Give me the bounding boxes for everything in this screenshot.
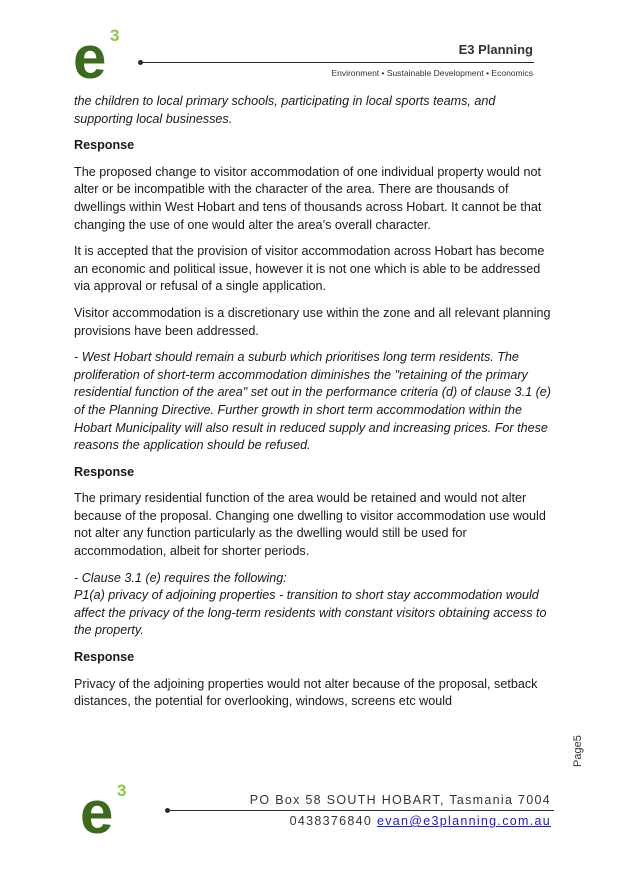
- logo-superscript: 3: [117, 781, 127, 800]
- quoted-objection: [74, 570, 554, 640]
- paragraph: Privacy of the adjoining properties would not alter because of the proposal, setback distances, the potential for overlooking, windows, screens etc would: [74, 676, 538, 709]
- paragraph: The proposed change to visitor accommodation of one individual property would not alter or be incompatible with the character of the area. There are thousands of dwellings within West Hobart and tens of thousands across Hobart. It cannot be that changing the use of one would alter the area’s overall character.: [74, 164, 542, 232]
- section-heading: Response: [74, 138, 135, 153]
- footer-address: PO Box 58 SOUTH HOBART, Tasmania 7004: [249, 793, 551, 807]
- e3-logo-footer: [80, 779, 127, 846]
- brand-name: E3 Planning: [458, 42, 533, 57]
- quote-line: - Clause 3.1 (e) requires the following:: [74, 570, 287, 585]
- paragraph: Visitor accommodation is a discretionary use within the zone and all relevant planning provisions have been addressed.: [74, 305, 551, 338]
- header-rule: [140, 62, 534, 63]
- quote-line: P1(a) privacy of adjoining properties - transition to short stay accommodation would affect the privacy of the long-term residents with constant visitors obtaining access to the property.: [74, 588, 547, 638]
- footer-rule: [167, 810, 554, 811]
- footer-email-link[interactable]: evan@e3planning.com.au: [376, 814, 551, 828]
- paragraph: It is accepted that the provision of visitor accommodation across Hobart has become an economic and political issue, however it is not one which is able to be addressed via approval or refusal of a single application.: [74, 244, 545, 294]
- paragraph: the children to local primary schools, participating in local sports teams, and supporting local businesses.: [74, 94, 496, 126]
- logo-letter: e: [73, 24, 105, 91]
- paragraph: The primary residential function of the area would be retained and would not alter because of the proposal. Changing one dwelling to visitor accommodation use would not alter any function particularly as the dwelling would still be used for accommodation, albeit for shorter periods.: [74, 491, 546, 559]
- quoted-objection: - West Hobart should remain a suburb which prioritises long term residents. The proliferation of short-term accommodation diminishes the "retaining of the primary residential function of the area" set out in the performance criteria (d) of clause 3.1 (e) of the Planning Directive. Further growth in short term accommodation within the Hobart Municipality will also result in reduced supply and increasing prices. For these reasons the application should be refused.: [74, 350, 551, 453]
- section-heading: Response: [74, 464, 135, 479]
- section-heading: Response: [74, 650, 135, 665]
- page-number: Page5: [572, 735, 584, 767]
- logo-superscript: 3: [110, 26, 120, 45]
- brand-tagline: Environment • Sustainable Development • Economics: [331, 68, 533, 78]
- footer-phone: 0438376840: [289, 814, 373, 828]
- footer-contact: [290, 814, 551, 828]
- page-header: [0, 0, 622, 90]
- document-body: [74, 93, 554, 720]
- e3-logo: [73, 24, 120, 91]
- logo-letter: e: [80, 779, 112, 846]
